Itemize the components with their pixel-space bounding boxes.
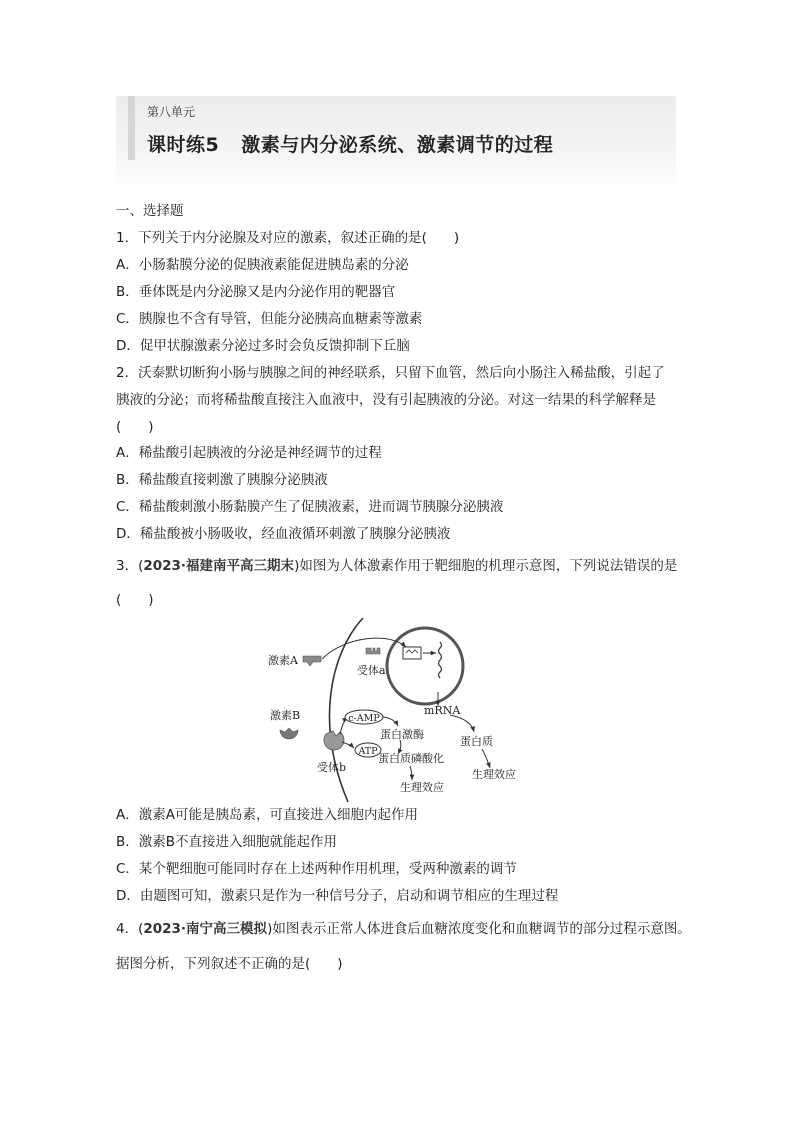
- q2-stem-line2: 胰液的分泌；而将稀盐酸直接注入血液中，没有引起胰液的分泌。对这一结果的科学解释是: [116, 392, 656, 408]
- nucleus-envelope: [387, 628, 463, 704]
- q4-stem-line2: 据图分析，下列叙述不正确的是( ): [116, 956, 343, 972]
- q1-option-b: B．垂体既是内分泌腺又是内分泌作用的靶器官: [116, 284, 396, 300]
- q2-stem-line1: 2．沃泰默切断狗小肠与胰腺之间的神经联系，只留下血管，然后向小肠注入稀盐酸，引起了: [116, 365, 665, 381]
- label-mrna: mRNA: [424, 704, 461, 717]
- label-receptor-b: 受体b: [317, 761, 347, 774]
- q4-prefix: 4．(: [116, 921, 144, 937]
- label-phosphorylation: 蛋白质磷酸化: [378, 752, 444, 765]
- label-effect-1: 生理效应: [400, 781, 444, 794]
- unit-label: 第八单元: [147, 105, 196, 119]
- q2-option-a: A．稀盐酸引起胰液的分泌是神经调节的过程: [116, 445, 382, 461]
- section-title: 一、选择题: [116, 203, 184, 219]
- q3-option-c: C．某个靶细胞可能同时存在上述两种作用机理，受两种激素的调节: [116, 861, 517, 877]
- q2-option-c: C．稀盐酸刺激小肠黏膜产生了促胰液素，进而调节胰腺分泌胰液: [116, 499, 504, 515]
- q4-suffix: )如图表示正常人体进食后血糖浓度变化和血糖调节的部分过程示意图。: [267, 921, 691, 937]
- label-effect-2: 生理效应: [472, 768, 516, 781]
- q3-option-b: B．激素B不直接进入细胞就能起作用: [116, 834, 338, 850]
- label-hormone-a: 激素A: [268, 654, 298, 667]
- label-receptor-a: 受体a: [357, 664, 386, 677]
- label-atp: ATP: [358, 746, 378, 757]
- q1-stem: 1．下列关于内分泌腺及对应的激素，叙述正确的是( ): [116, 230, 460, 246]
- hormone-b-icon: [280, 728, 298, 739]
- label-protein: 蛋白质: [460, 735, 493, 748]
- q3-answer-paren: ( ): [116, 592, 154, 608]
- hormone-mechanism-diagram: [260, 614, 530, 804]
- q1-option-a: A．小肠黏膜分泌的促胰液素能促进胰岛素的分泌: [116, 257, 409, 273]
- hormone-a-icon: [303, 656, 321, 666]
- label-camp: c-AMP: [348, 713, 380, 724]
- q3-prefix: 3．(: [116, 558, 144, 574]
- lesson-title: 激素与内分泌系统、激素调节的过程: [241, 134, 554, 156]
- q1-option-d: D．促甲状腺激素分泌过多时会负反馈抑制下丘脑: [116, 338, 410, 354]
- q3-option-a: A．激素A可能是胰岛素，可直接进入细胞内起作用: [116, 807, 418, 823]
- receptor-b-icon: [324, 731, 344, 750]
- q3-suffix: )如图为人体激素作用于靶细胞的机理示意图，下列说法错误的是: [294, 558, 678, 574]
- q4-stem: [116, 920, 691, 938]
- q4-source: 2023·南宁高三模拟: [143, 921, 268, 937]
- lesson-label: 课时练5: [147, 134, 220, 156]
- dna-icon: [439, 642, 442, 678]
- q1-option-c: C．胰腺也不含有导管，但能分泌胰高血糖素等激素: [116, 311, 423, 327]
- q3-stem: [116, 557, 677, 575]
- receptor-a-icon: [366, 648, 380, 654]
- q2-option-d: D．稀盐酸被小肠吸收，经血液循环刺激了胰腺分泌胰液: [116, 526, 451, 542]
- page-title: [147, 130, 553, 157]
- q2-answer-paren: ( ): [116, 419, 154, 435]
- q2-option-b: B．稀盐酸直接刺激了胰腺分泌胰液: [116, 472, 328, 488]
- label-protein-kinase: 蛋白激酶: [380, 728, 424, 741]
- q3-option-d: D．由题图可知，激素只是作为一种信号分子，启动和调节相应的生理过程: [116, 888, 559, 904]
- header-accent-bar: [128, 96, 135, 160]
- label-hormone-b: 激素B: [270, 709, 301, 722]
- q3-source: 2023·福建南平高三期末: [143, 558, 295, 574]
